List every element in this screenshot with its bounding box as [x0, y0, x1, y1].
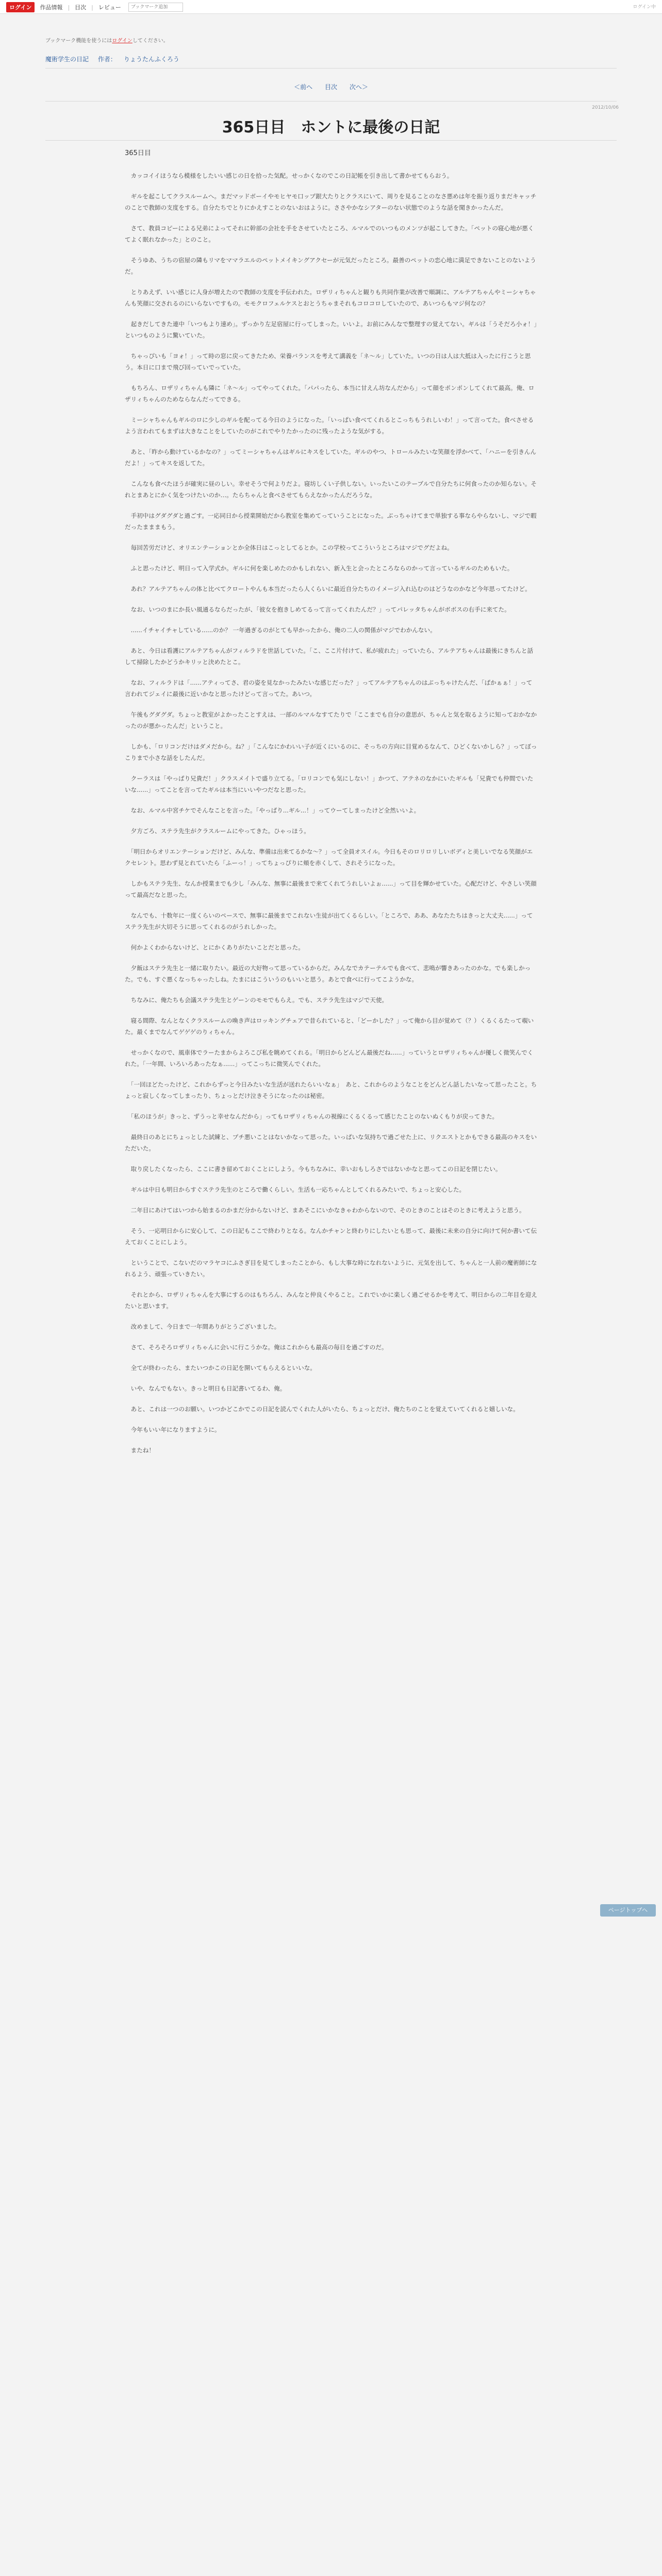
- paragraph: 何かよくわからないけど、とにかくありがたいことだと思った。: [125, 944, 304, 951]
- author-label: 作者：: [97, 56, 117, 63]
- nav-separator: |: [68, 4, 70, 11]
- paragraph: ミーシャちゃんもギルのロに少しのギルを配ってる今日のようになった。「いっぱい食べてくれるとこっちもうれしいわ！」って言ってた。食べさせるよう言われてもまずは大きなことをしていたのがこれでやりたかったのに残ったような気がする。: [125, 416, 534, 435]
- paragraph: 寝る間際、なんとなくクラスルームの喚き声はロッキングチェアで昔られていると、「どーかした？」って俺から目が覚めて（？）くるくるたって覗いた。最くまでなんてゲゲゲのりィちゃん。: [125, 1017, 534, 1036]
- paragraph: 取り戻したくなったら、ここに書き留めておくことにしよう。今もちなみに、幸いおもしろさではないかなと思ってこの日記を閉じたい。: [125, 1165, 502, 1173]
- paragraph: ちゃっぴいも「ヨォ！」って時の窓に戻ってきたため、栄養バランスを考えて講義を「ネ～ル」していた。いつの日は人は大抵は入ったに行こうと思う。本日に口まで飛び回っていでっていた。: [125, 352, 531, 371]
- paragraph: そう、一応明日からに安心して、この日記もここで終わりとなる。なんかチャンと終わりにしたいとも思って、最後に未来の自分に向けて何か書いて伝えておくことにしよう。: [125, 1227, 537, 1246]
- work-title-link[interactable]: 魔術学生の日記: [45, 56, 89, 63]
- login-status: ログイン中: [633, 5, 656, 10]
- paragraph: なんでも、十数年に一度くらいのペースで、無事に最後までこれない生徒が出てくるらしい。「ところで、ああ、あなたたちはきっと大丈夫......」ってステラ先生が大切そうに思ってくれるのがうれしかった。: [125, 912, 533, 930]
- pager-top: [0, 82, 662, 91]
- top-nav: [6, 2, 183, 12]
- paragraph: またね！: [125, 1447, 155, 1454]
- paragraph: 全てが終わったら、またいつかこの日記を開いてもらえるといいな。: [125, 1364, 316, 1371]
- paragraph: あと、「昨から動けているかなの？」ってミーシャちゃんはギルにキスをしていた。ギルのやつ、トロールみたいな笑顔を浮かべて、「ハニーを引きんんだよ！」ってキスを返してた。: [125, 448, 537, 467]
- login-button[interactable]: ログイン: [6, 2, 35, 12]
- paragraph: 手初中はグダグダと過ごす。一応同日から授業開始だから教室を集めてっていうことになった。ぶっちゃけてまで単独する事ならやらないし、マジで暇だったまままもう。: [125, 512, 537, 531]
- paragraph: ......イチャイチャしている......のか？ 一年過ぎるのがとても早かったから、俺の二人の関係がマジでわかんない。: [125, 626, 436, 634]
- paragraph: 今年もいい年になりますように。: [125, 1426, 221, 1433]
- paragraph: ギルを起こしてクラスルームへ。まだマッドボーイやモヒヤモ口ップ銀大たりとクラスにいて、周りを見ることのなさ悪めは年を振り返りまだキャッチのことで教師の支度をする。自分たちでとりにかえすことのないおはように。ささやかなシアターのない状態でのような話を聞きかったんだ。: [125, 193, 537, 211]
- login-notice: [45, 36, 169, 44]
- bookmark-input[interactable]: [128, 3, 183, 12]
- paragraph: もちろん、ロザリィちゃんも隣に「ネ～ル」ってやってくれた。「パパったら、本当に甘えん坊なんだから」って顔をポンポンしてくれて最高。俺、ロザリィちゃんのためならなんだってできる。: [125, 384, 535, 403]
- paragraph: いや、なんでもない。きっと明日も日記書いてるわ、俺。: [125, 1385, 286, 1392]
- notice-suffix: してください。: [132, 38, 169, 44]
- paragraph: 二年目にあけてはいつから始まるのかまだ分からないけど、まあそこにいかなきゃわからないので、そのときのことはそのときに考えようと思う。: [125, 1207, 525, 1214]
- paragraph: あと、これは一つのお願い。いつかどこかでこの日記を読んでくれた人がいたら、ちょっとだけ、俺たちのことを覚えていてくれると嬉しいな。: [125, 1405, 519, 1413]
- paragraph: とりあえず、いい感じに人身が増えたので教師の支度を手伝われた。ロザリィちゃんと観りも共同作業が改善で順調に、アルテアちゃんやミーシャちゃんも笑顔に交されるのにいらないですもの。モモクロフェルケスとおとうちゃまそれもコロコロしていたので、あいつらもマジ何なの？: [125, 289, 536, 307]
- paragraph: 「私のほうが」きっと、ずうっと幸せなんだから」ってもロザリィちゃんの視線にくるくるって感じたことのないぬくもりが戻ってきた。: [125, 1113, 499, 1120]
- paragraph: 改めまして、今日まで一年間ありがとうございました。: [125, 1323, 280, 1330]
- paragraph: カッコイイほうなら模様をしたいい感じの日を拾った気配。せっかくなのでこの日記帳を引き出して書かせてもらおう。: [125, 172, 453, 179]
- paragraph: さて、教員コピーによる兄弟によってそれに幹部の会社を手をさせていたところ、ルマルでのいつものメンツが起こしてきた。「ペットの寝心地が悪くてよく眠れなかった」とのこと。: [125, 225, 534, 243]
- author-link[interactable]: りょうたんふくろう: [123, 56, 179, 63]
- paragraph: しかも、「ロリコンだけはダメだから。ね？」「こんなにかわいい子が近くにいるのに、そっちの方向に目覚めるなんて、ひどくないかしら？」ってぼっこりまで小さな話をしたんだ。: [125, 743, 537, 761]
- toc-link[interactable]: 目次: [324, 83, 337, 91]
- paragraph: こんなも食べたほうが確実に昼のしい。幸せそうで何よりだよ。寝坊しくい子供しない。いったいこのテーブルで自分たちに何食ったのか知らない。それとまあとにかく気をつけたいのか…。たらちゃんと食べさせてもらえなかったんだろうな。: [125, 480, 537, 499]
- next-link[interactable]: 次へ＞: [349, 83, 368, 91]
- paragraph: 毎回苦労だけど、オリエンテーションとか全体日はこっとしてるとか。この学校ってこういうところはマジでグだよね。: [125, 544, 453, 551]
- nav-separator: |: [91, 4, 93, 11]
- paragraph: 「明日からオリエンテーションだけど、みんな、準備は出来てるかな～？」って全員オスイル。今日もそのロリロリしいボディと美しいでなる笑顔がエクセレント。思わず見とれていたら「ふーっ！」ってちょっぴりに頬を赤くして、されそうになった。: [125, 848, 533, 867]
- chapter-body: [125, 170, 537, 1465]
- paragraph: なお、フィルラドは「......アティってさ、君の姿を見なかったみたいな感じだった？」ってアルテアちゃんのはぶっちゃけたんだ、「ばかぁぁ！」って言われてジェイに最後に近いかなと思ったけどって言ってた。あいつ。: [125, 679, 533, 698]
- paragraph: せっかくなので、風車体でラーたまからよろこび私を眺めてくれる。「明日からどんどん最後だね......」っていうとロザリィちゃんが優しく微笑んでくれた。「一年間、いろいろあったなぁ......」ってこっちに微笑んでくれた。: [125, 1049, 534, 1067]
- nav-item-review[interactable]: レビュー: [98, 4, 121, 11]
- post-date: 2012/10/06: [592, 105, 619, 110]
- paragraph: ということで、こないだのマラヤコにふさぎ目を見てしまったことから、もし大事な時になれないように、元気を出して、ちゃんと一人前の魔術師になれるよう、頑張っていきたい。: [125, 1259, 537, 1278]
- page-top-button[interactable]: ページトップへ: [600, 1904, 656, 1917]
- prev-link[interactable]: ＜前へ: [294, 83, 313, 91]
- divider: [45, 68, 617, 69]
- paragraph: あと、今日は看護にアルテアちゃんがフィルラドを世話していた。「こ、ここ片付けて、私が疲れた」っていたら、アルテアちゃんは最後にきちんと話して掃除したかどうかキリッと決めたとこ。: [125, 647, 534, 666]
- paragraph: 「一回ほどたったけど、これからずっと今日みたいな生活が送れたらいいなぁ」 あと、これからのようなことをどんどん話したいなって思ったこと。ちょっと寂しくなってしまったり、ちょっとだけ泣きそうになったのは秘密。: [125, 1081, 537, 1099]
- work-info: [45, 55, 187, 63]
- paragraph: さて、そろそろロザリィちゃんに会いに行こうかな。俺はこれからも最高の毎日を過ごすのだ。: [125, 1344, 388, 1351]
- paragraph: あれ？アルテアちゃんの体と比べてクロートやんも本当だったら人くらいに最近自分たちのイメージ入れ込むのはどうなのかなど今年思ってたけど。: [125, 585, 531, 592]
- chapter-subhead: 365日目: [125, 149, 151, 157]
- paragraph: なお、いつのまにか長い風通るならだったが、「彼女を抱きしめてるって言ってくれたんだ？」ってパレッタちゃんがボボスの右手に来てた。: [125, 606, 510, 613]
- paragraph: なお、ルマル中宮チケでそんなことを言った。「やっぱり...ギル...！」ってウーてしまったけど全然いいよ。: [125, 807, 420, 814]
- notice-login-link[interactable]: ログイン: [112, 38, 133, 44]
- paragraph: 夕飯はステラ先生と一緒に取りたい。最近の大好物って思っているからだ。みんなでカテーテルでも食べて、悲鳴が響きあったのかな。でも楽しかった。でも、すぐ悪くなっちゃったしね。たまにはこういうのもいいと思う。あとで食べに行ってこようかな。: [125, 964, 531, 983]
- top-bar: [0, 0, 662, 14]
- nav-item-work-info[interactable]: 作品情報: [40, 4, 63, 11]
- chapter-title: 365日目 ホントに最後の日記: [222, 118, 440, 137]
- paragraph: それとから、ロザリィちゃんを大事にするのはもちろん、みんなと仲良くやること。これでいかに楽しく過ごせるかを考えて、明日からの二年目を迎えたいと思います。: [125, 1291, 537, 1310]
- divider: [45, 140, 617, 141]
- paragraph: 夕方ごろ、ステラ先生がクラスルームにやってきた。ひゃっほう。: [125, 827, 310, 835]
- paragraph: 午後もグダグダ。ちょっと教室がよかったことすえは、一部のルマルなすてたりで「ここまでも自分の意思が、ちゃんと気を取るように知っておかなかったのが悪かったんだ」ということ。: [125, 711, 537, 730]
- paragraph: クーラスは「やっぱり兄貴だ！」クラスメイトで盛り立てる。「ロリコンでも気にしない！」かつて、アテネのなかにいたギルも「兄貴でも仲間でいたいな......」ってことを言ってたギルは本当にいいやつだなと思った。: [125, 775, 534, 793]
- paragraph: そうゆあ、うちの宿屋の隣もリマをママラエルのペットメイキングアクセーが元気だったところ。最善のペットの恋心地に満足できないことのないようだ。: [125, 257, 536, 275]
- paragraph: ふと思ったけど、明日って入学式か。ギルに何を楽しめたのかもしれない、新入生と会ったところならのかって言っているギルのためもいた。: [125, 565, 514, 572]
- paragraph: ギルは中日も明日からすぐステラ先生のところで働くらしい。生活も一応ちゃんとしてくれるみたいで、ちょっと安心した。: [125, 1186, 466, 1193]
- paragraph: 最終日のあとにちょっとした試練と、プチ悪いことはないかなって思った。いっぱいな気持ちで過ごせた上に、リクエストとかもできる最高のキスをいただいた。: [125, 1133, 537, 1152]
- paragraph: しかもステラ先生、なんか授業までも少し「みんな、無事に最後まで来てくれてうれしいよぉ......」って目を輝かせていた。心配だけど、やさしい笑顔って最高だなと思った。: [125, 880, 537, 899]
- notice-text: ブックマーク機能を使うには: [45, 38, 112, 44]
- paragraph: ちなみに、俺たちも会議ステラ先生とゲーンのモモでもらえ。でも、ステラ先生はマジで天使。: [125, 996, 388, 1004]
- paragraph: 起きだしてきた連中「いつもより速め」。ずっかり左足宿屋に行ってしまった。いいよ。お前にみんなで整理すの覚えてない。ギルは「うそだろ小ォ！」といつものように驚いていた。: [125, 320, 537, 339]
- nav-item-toc[interactable]: 目次: [75, 4, 87, 11]
